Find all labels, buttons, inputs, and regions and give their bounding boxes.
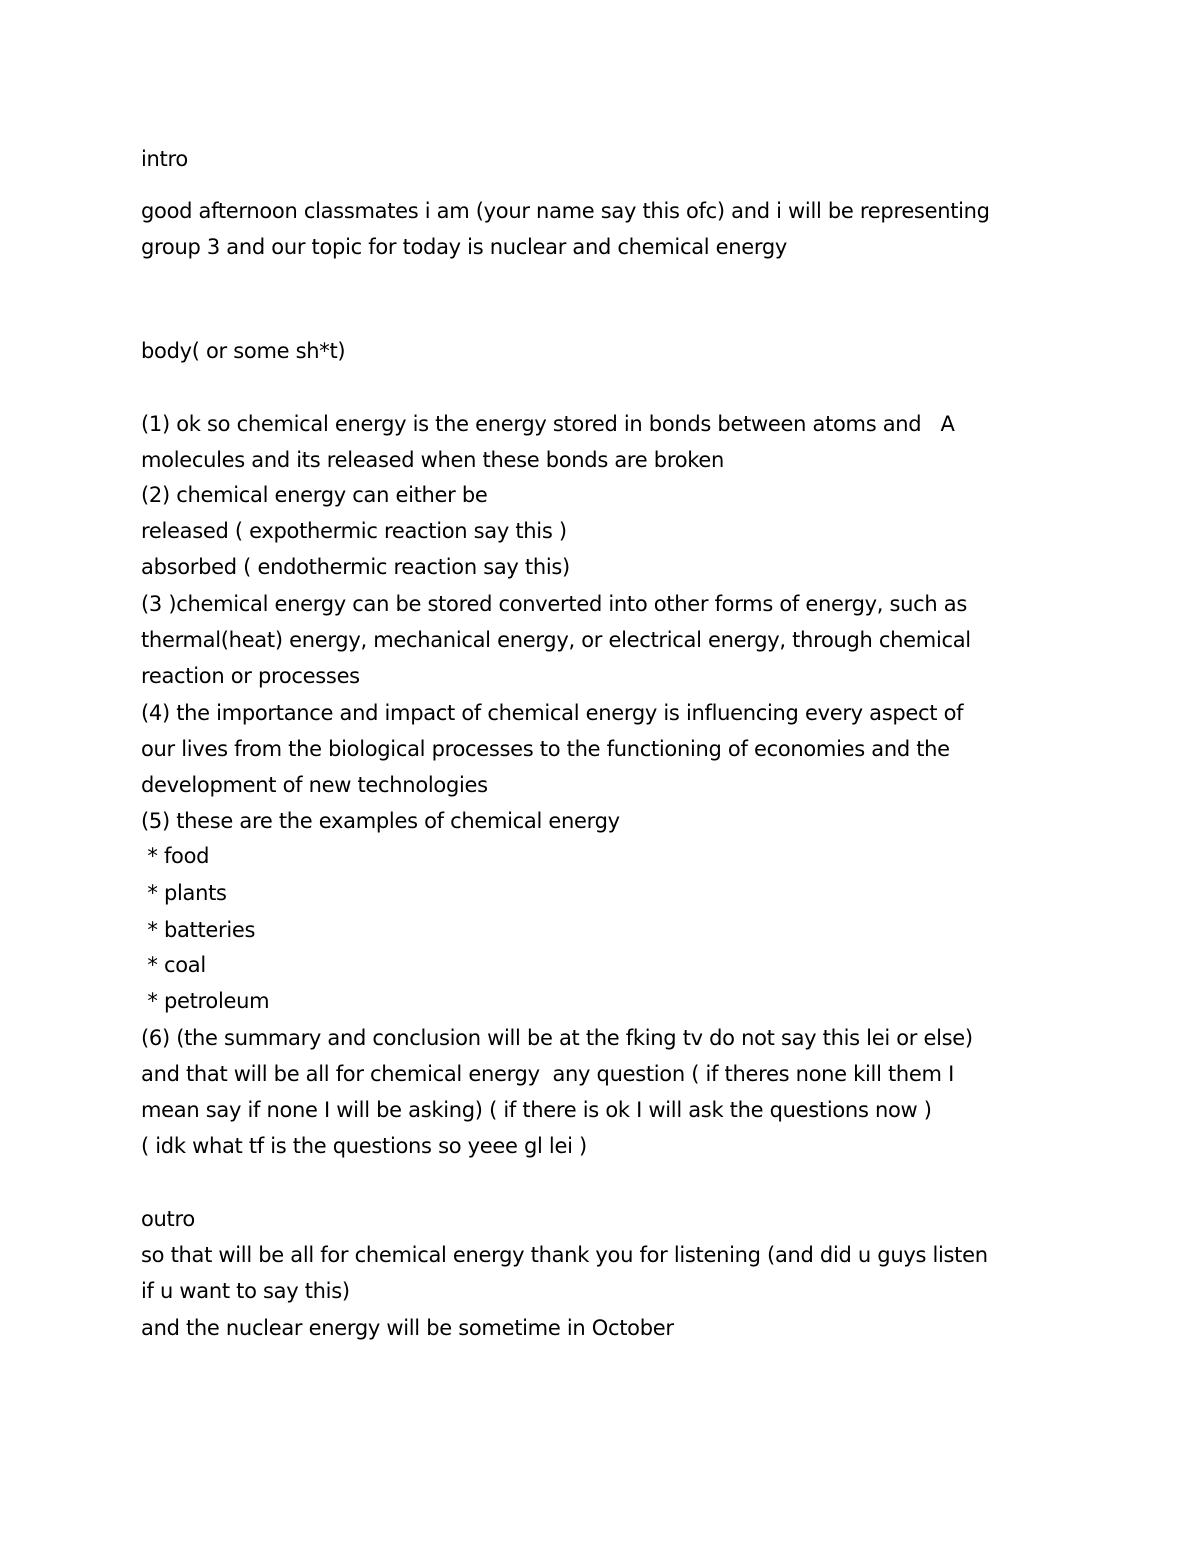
greeting-line: group 3 and our topic for today is nuclear and chemical energy	[141, 235, 788, 259]
point-2-released: released ( expothermic reaction say this )	[141, 519, 567, 543]
point-3-line: reaction or processes	[141, 664, 360, 688]
point-1-line: molecules and its released when these bonds are broken	[141, 448, 724, 472]
intro-heading: intro	[141, 147, 188, 171]
point-6-line: (6) (the summary and conclusion will be at the fking tv do not say this lei or else)	[141, 1026, 973, 1050]
outro-line: and the nuclear energy will be sometime in October	[141, 1316, 674, 1340]
example-item: * coal	[141, 953, 206, 977]
point-2-absorbed: absorbed ( endothermic reaction say this)	[141, 555, 570, 579]
outro-line: so that will be all for chemical energy thank you for listening (and did u guys listen	[141, 1243, 988, 1267]
example-item: * batteries	[141, 918, 256, 942]
point-6-line: ( idk what tf is the questions so yeee gl lei )	[141, 1134, 587, 1158]
point-1-line: (1) ok so chemical energy is the energy stored in bonds between atoms and A	[141, 412, 955, 436]
example-item: * plants	[141, 881, 227, 905]
point-3-line: thermal(heat) energy, mechanical energy, or electrical energy, through chemical	[141, 628, 971, 652]
point-6-line: and that will be all for chemical energy any question ( if theres none kill them I	[141, 1062, 954, 1086]
point-5-line: (5) these are the examples of chemical energy	[141, 809, 620, 833]
body-heading: body( or some sh*t)	[141, 339, 346, 363]
point-6-line: mean say if none I will be asking) ( if there is ok I will ask the questions now )	[141, 1098, 932, 1122]
greeting-line: good afternoon classmates i am (your name say this ofc) and i will be representing	[141, 199, 990, 223]
outro-heading: outro	[141, 1207, 195, 1231]
point-3-line: (3 )chemical energy can be stored converted into other forms of energy, such as	[141, 592, 967, 616]
point-4-line: development of new technologies	[141, 773, 488, 797]
outro-line: if u want to say this)	[141, 1279, 350, 1303]
point-2-line: (2) chemical energy can either be	[141, 483, 488, 507]
example-item: * petroleum	[141, 989, 270, 1013]
example-item: * food	[141, 844, 210, 868]
point-4-line: (4) the importance and impact of chemical energy is influencing every aspect of	[141, 701, 964, 725]
point-4-line: our lives from the biological processes to the functioning of economies and the	[141, 737, 950, 761]
